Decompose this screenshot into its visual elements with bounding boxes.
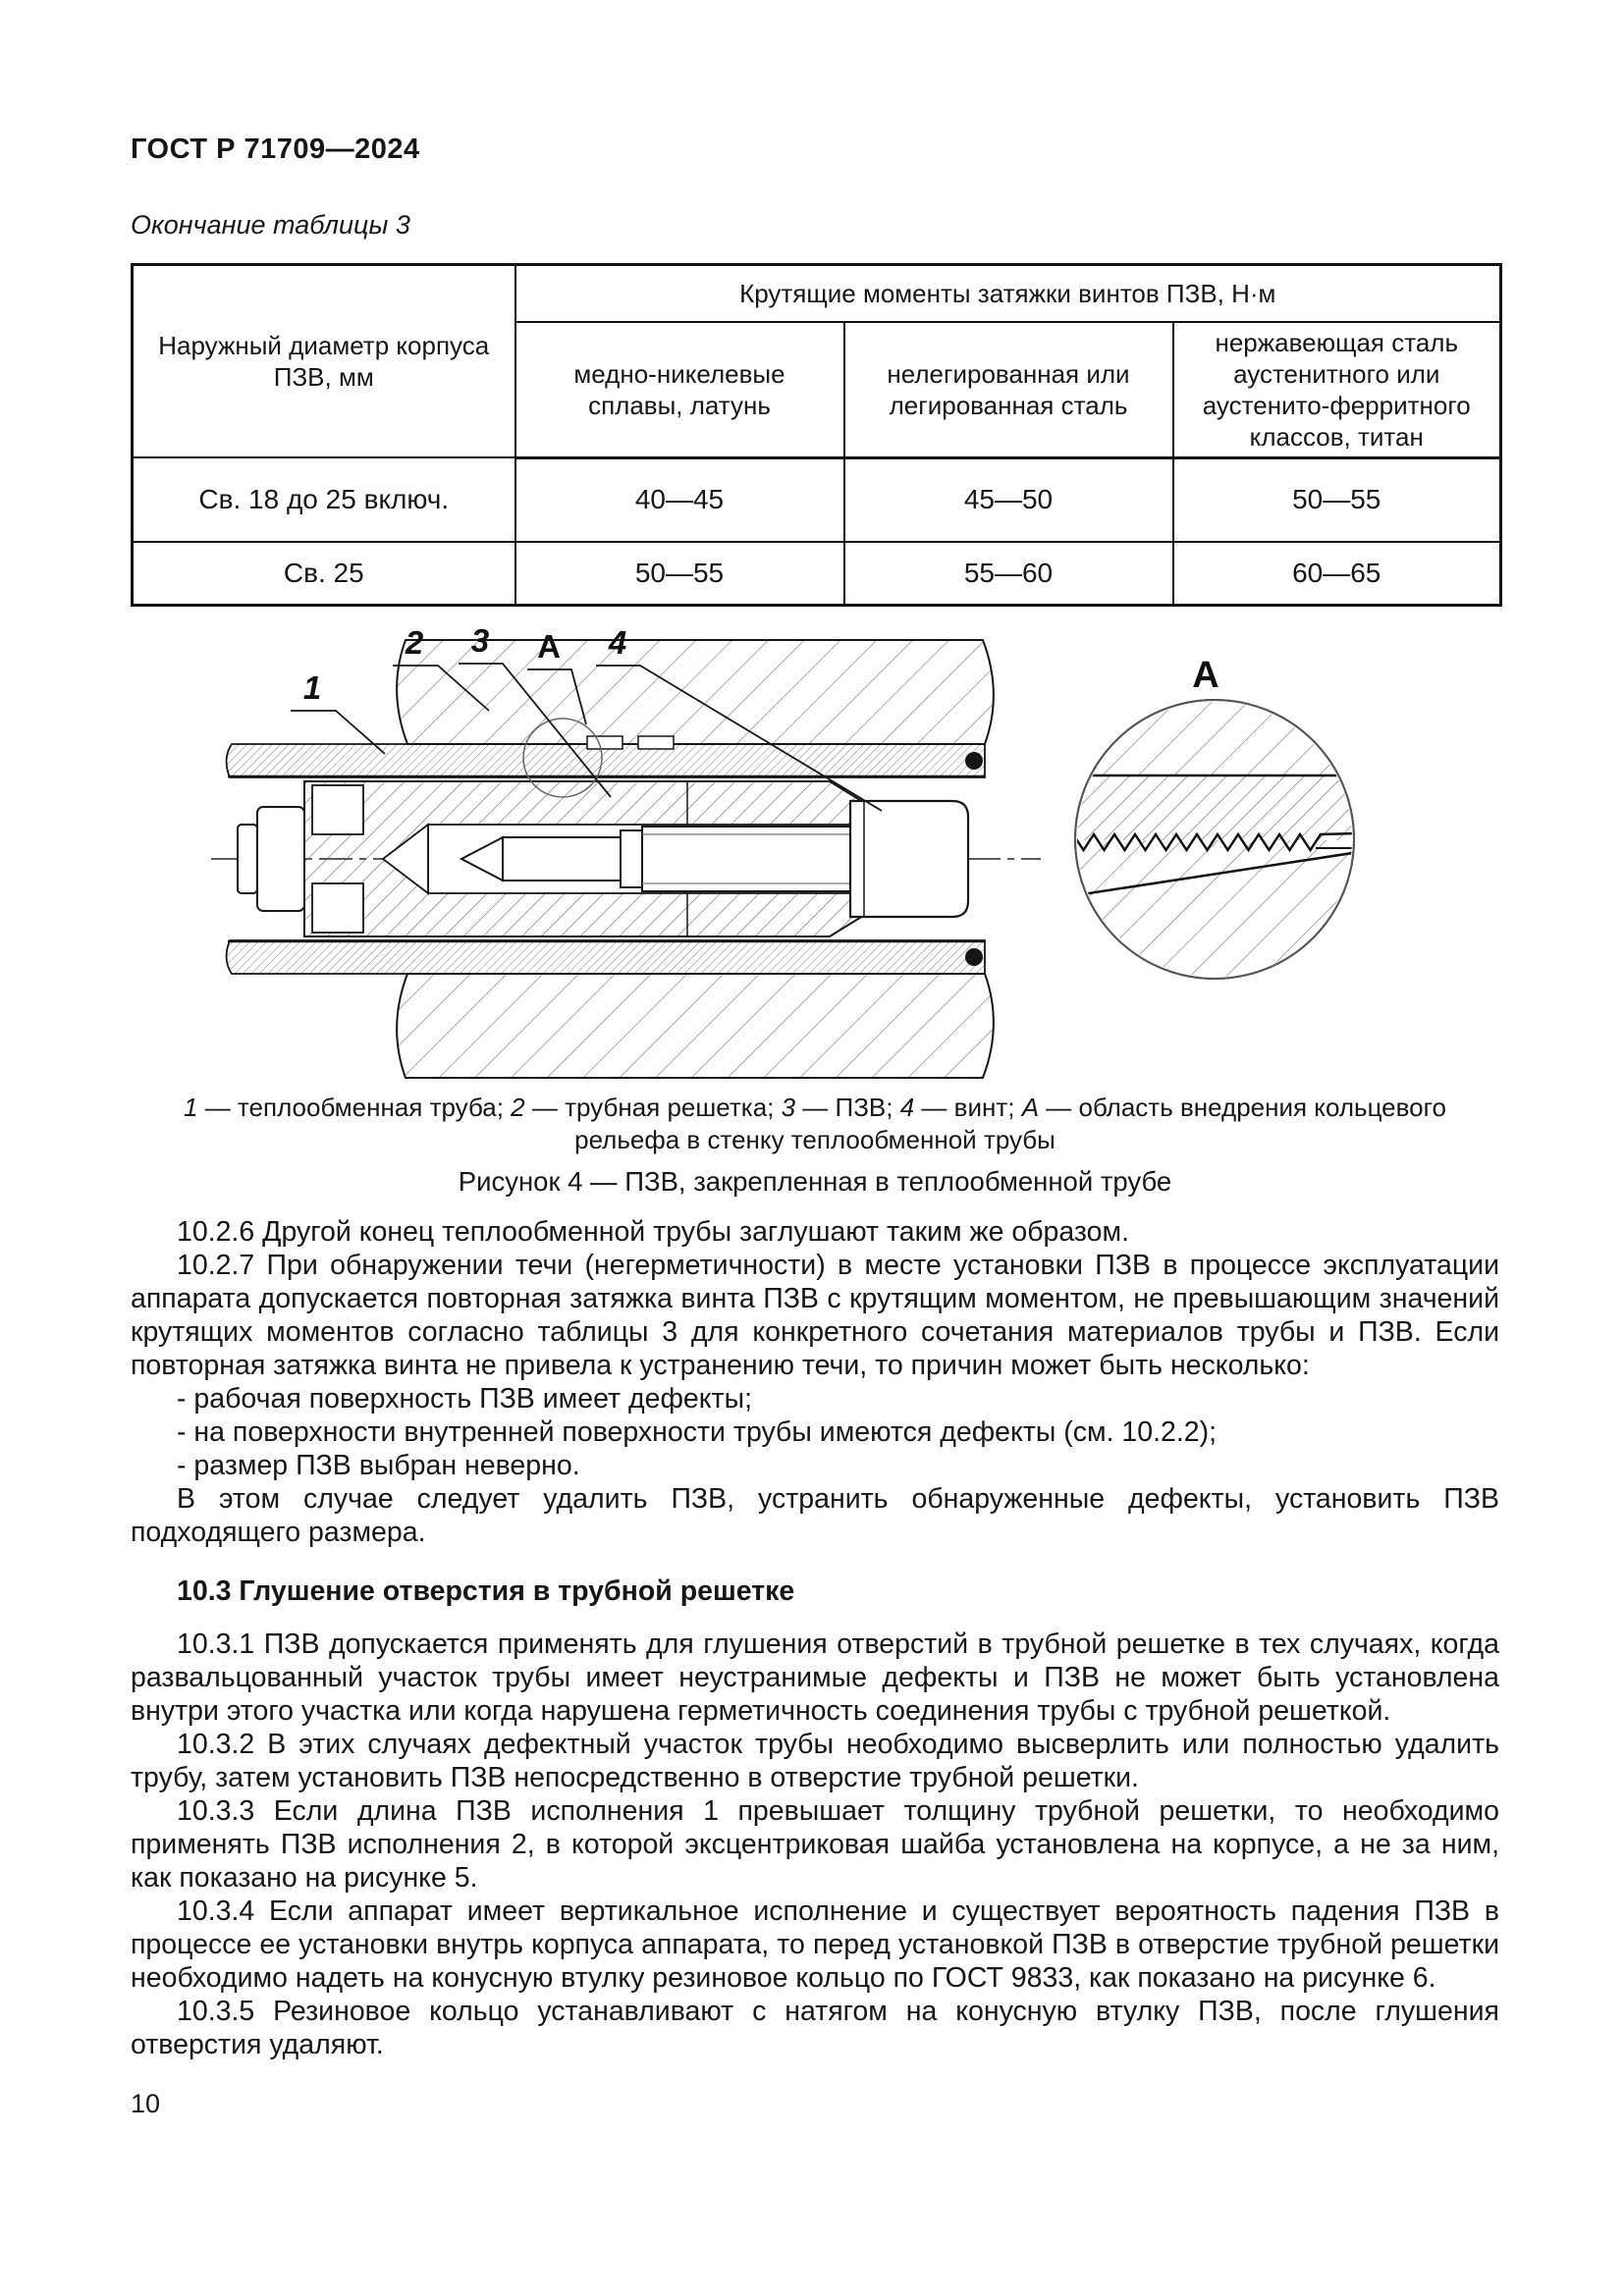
table-cell-value: 50—55 <box>1173 457 1501 542</box>
list-item: - размер ПЗВ выбран неверно. <box>177 1450 580 1481</box>
callout-1: 1 <box>302 669 322 706</box>
callout-2: 2 <box>405 624 424 661</box>
legend-item: 3 — ПЗВ; <box>781 1093 900 1122</box>
table-cell-diameter-header: Наружный диаметр корпуса ПЗВ, мм <box>133 265 515 458</box>
figure-4-technical-drawing <box>0 601 1624 1096</box>
table-cell-value: 40—45 <box>515 457 844 542</box>
paragraph-10-3-5: 10.3.5 Резиновое кольцо устанавливают с натягом на конусную втулку ПЗВ, после глушения отверстия удаляют. <box>131 1996 1499 2060</box>
document-title: ГОСТ Р 71709—2024 <box>131 133 420 165</box>
legend-item: 2 — трубная решетка; <box>511 1093 782 1122</box>
table-continuation-note: Окончание таблицы 3 <box>131 210 410 240</box>
table-header-row <box>133 265 1501 322</box>
paragraph-10-2-6: 10.2.6 Другой конец теплообменной трубы заглушают таким же образом. <box>177 1216 1130 1248</box>
tube-end-ring-bottom <box>965 948 983 966</box>
table-cell-value: 50—55 <box>515 542 844 605</box>
paragraph-10-3-1: 10.3.1 ПЗВ допускается применять для глушения отверстий в трубной решетке в тех случаях, когда развальцованный участок трубы имеет неустранимые дефекты и ПЗВ не может быть установлена внутри этого участка или когда нарушена герметичность соединения трубы с трубной решеткой. <box>131 1629 1499 1727</box>
table-cell-value: 45—50 <box>844 457 1173 542</box>
tube-end-ring-top <box>965 752 983 770</box>
paragraph-10-3-2: 10.3.2 В этих случаях дефектный участок трубы необходимо высверлить или полностью удалить трубу, затем установить ПЗВ непосредственно в отверстие трубной решетки. <box>131 1729 1499 1793</box>
torque-table <box>131 263 1502 607</box>
list-item: - на поверхности внутренней поверхности трубы имеются дефекты (см. 10.2.2); <box>177 1416 1218 1448</box>
figure-caption: Рисунок 4 — ПЗВ, закрепленная в теплообменной трубе <box>458 1166 1172 1197</box>
table-cell-diameter: Св. 25 <box>133 542 515 605</box>
detail-a-view <box>1070 655 1359 983</box>
table-row <box>133 542 1501 605</box>
paragraph-conclusion: В этом случае следует удалить ПЗВ, устранить обнаруженные дефекты, установить ПЗВ подходящего размера. <box>131 1483 1499 1548</box>
callout-3: 3 <box>470 622 490 659</box>
paragraph-10-2-7: 10.2.7 При обнаружении течи (негерметичности) в месте установки ПЗВ в процессе эксплуатации аппарата допускается повторная затяжка винта ПЗВ с крутящим моментом, не превышающим значений крутящих моментов согласно таблицы 3 для конкретного сочетания материалов трубы и ПЗВ. Если повторная затяжка винта не привела к устранению течи, то причин может быть несколько: <box>131 1250 1499 1381</box>
body-text <box>131 1215 1499 2061</box>
paragraph-10-3-3: 10.3.3 Если длина ПЗВ исполнения 1 превышает толщину трубной решетки, то необходимо применять ПЗВ исполнения 2, в которой эксцентриковая шайба установлена на корпусе, а не за ним, как показано на рисунке 5. <box>131 1795 1499 1894</box>
table-row <box>133 457 1501 542</box>
list-item: - рабочая поверхность ПЗВ имеет дефекты; <box>177 1383 752 1415</box>
callout-4: 4 <box>608 624 627 661</box>
table-cell-material-2: нелегированная или легированная сталь <box>844 322 1173 458</box>
table-cell-material-1: медно-никелевые сплавы, латунь <box>515 322 844 458</box>
table-cell-diameter: Св. 18 до 25 включ. <box>133 457 515 542</box>
table-cell-value: 60—65 <box>1173 542 1501 605</box>
callout-a: А <box>537 628 561 665</box>
table-cell-material-3: нержавеющая сталь аустенитного или аустенито-ферритного классов, титан <box>1173 322 1501 458</box>
table-cell-value: 55—60 <box>844 542 1173 605</box>
detail-a-label: А <box>1192 655 1219 696</box>
table-cell-span-header: Крутящие моменты затяжки винтов ПЗВ, Н·м <box>515 265 1501 322</box>
section-heading-10-3: 10.3 Глушение отверстия в трубной решетке <box>177 1575 795 1607</box>
figure-legend <box>131 1092 1499 1156</box>
legend-item: А — область внедрения кольцевого рельефа в стенку теплообменной трубы <box>574 1093 1446 1154</box>
paragraph-10-3-4: 10.3.4 Если аппарат имеет вертикальное исполнение и существует вероятность падения ПЗВ в процессе ее установки внутрь корпуса аппарата, то перед установкой ПЗВ в отверстие трубной решетки необходимо надеть на конусную втулку резиновое кольцо по ГОСТ 9833, как показано на рисунке 6. <box>131 1896 1499 1994</box>
legend-item: 1 — теплообменная труба; <box>184 1093 512 1122</box>
page-number: 10 <box>131 2089 161 2118</box>
legend-item: 4 — винт; <box>899 1093 1022 1122</box>
